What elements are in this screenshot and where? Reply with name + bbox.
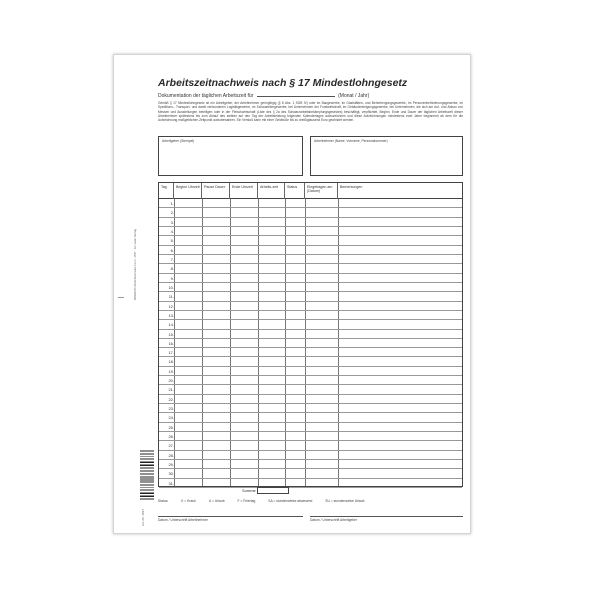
day-number: 6.: [170, 247, 174, 253]
day-number: 13.: [168, 312, 174, 318]
employer-stamp-label: Arbeitgeber (Stempel): [162, 139, 195, 143]
table-row[interactable]: [159, 283, 462, 292]
day-number: 25.: [168, 424, 174, 430]
status-legend: [158, 499, 463, 503]
table-row[interactable]: [159, 246, 462, 255]
day-number: 14.: [168, 322, 174, 328]
day-number: 22.: [168, 396, 174, 402]
month-line-suffix: (Monat / Jahr): [338, 93, 370, 99]
day-number: 11.: [168, 294, 174, 300]
day-number: 15.: [168, 331, 174, 337]
header-bemerkungen: Bemerkungen: [340, 185, 363, 189]
header-pause: Pause Dauer: [202, 183, 230, 199]
legend-item: SU = stundenweise Urlaub: [325, 499, 365, 503]
day-number: 20.: [168, 378, 174, 384]
table-row[interactable]: [159, 255, 462, 264]
signature-line-employee[interactable]: [310, 516, 463, 517]
document-title: Arbeitszeitnachweis nach § 17 Mindestlohngesetz: [158, 77, 408, 89]
table-row[interactable]: [159, 274, 462, 283]
signature-label-employee: Datum / Unterschrift Arbeitgeber: [310, 518, 358, 522]
table-row[interactable]: [159, 320, 462, 329]
day-number: 26.: [168, 434, 174, 440]
table-row[interactable]: [159, 199, 462, 208]
header-ende: Ende Uhrzeit: [230, 183, 258, 199]
day-number: 12.: [168, 303, 174, 309]
day-number: 16.: [168, 340, 174, 346]
day-number: 30.: [168, 471, 174, 477]
table-row[interactable]: [159, 264, 462, 273]
legend-item: F = Feiertag: [237, 499, 256, 503]
signature-line-employer[interactable]: [158, 516, 303, 517]
employee-info-box[interactable]: [310, 136, 463, 176]
day-number: 21.: [168, 387, 174, 393]
table-row[interactable]: [159, 227, 462, 236]
table-row[interactable]: [159, 469, 462, 478]
table-row[interactable]: [159, 236, 462, 245]
day-number: 8.: [170, 266, 174, 272]
legend-item: K = Krank: [181, 499, 196, 503]
day-number: 10.: [168, 284, 174, 290]
day-number: 29.: [168, 462, 174, 468]
day-number: 31.: [168, 480, 174, 486]
table-row[interactable]: [159, 423, 462, 432]
table-row[interactable]: [159, 479, 462, 488]
sum-field[interactable]: [257, 487, 289, 494]
table-row[interactable]: [159, 404, 462, 413]
side-print-text: MINDESTLOHN-Nachweis Form. 1537 · Formular-Verlag: [133, 228, 137, 300]
month-line: [158, 93, 369, 99]
month-line-prefix: Dokumentation der täglichen Arbeitszeit für: [158, 93, 254, 99]
table-row[interactable]: [159, 376, 462, 385]
header-arbeitszeit: Arbeits-zeit: [258, 183, 285, 199]
table-row[interactable]: [159, 432, 462, 441]
table-row[interactable]: [159, 218, 462, 227]
day-number: 19.: [168, 368, 174, 374]
table-row[interactable]: [159, 460, 462, 469]
header-beginn: Beginn Uhrzeit: [174, 183, 202, 199]
sum-label: Summe: [242, 488, 256, 493]
table-row[interactable]: [159, 357, 462, 366]
time-table: [158, 182, 463, 487]
table-row[interactable]: [159, 348, 462, 357]
month-year-field[interactable]: [257, 96, 335, 97]
day-number: 28.: [168, 452, 174, 458]
table-row[interactable]: [159, 311, 462, 320]
table-row[interactable]: [159, 292, 462, 301]
legal-intro-text: Gemäß § 17 Mindestlohngesetz ist ein Arbeitgeber, der Arbeitnehmer geringfügig (§ 8 Abs. 1 SGB IV) oder im Baugewerbe, im Gaststätten- und Beherbergungsgewerbe, im Personenbeförderungsgewerbe, im Speditions-, Transport- und damit verbundenen Logistikgewerbe, im Schaustellergewerbe, bei Unternehmen der Forstwirtschaft, im Gebäudereinigungsgewerbe, bei Unternehmen, die sich am Auf- und Abbau von Messen und Ausstellungen beteiligen oder in der Fleischwirtschaft (Liste des § 2a des Schwarzarbeitsbekämpfungsgesetzes) beschäftigt, verpflichtet, Beginn, Ende und Dauer der täglichen Arbeitszeit dieser Arbeitnehmer spätestens bis zum Ablauf des siebten auf den Tag der Arbeitsleistung folgenden Kalendertages aufzuzeichnen und diese Aufzeichnungen mindestens zwei Jahre beginnend ab dem für die Aufzeichnung maßgeblichen Zeitpunkt aufzubewahren. Ein Verstoß kann mit einer Geldbuße bis zu dreißigtausend Euro geahndet werden.: [158, 101, 463, 123]
article-number: Art.-Nr. 1537: [141, 508, 145, 526]
day-number: 7.: [170, 256, 174, 262]
legend-prefix: Status:: [158, 499, 169, 503]
table-row[interactable]: [159, 339, 462, 348]
day-number: 3.: [170, 219, 174, 225]
table-row[interactable]: [159, 441, 462, 450]
day-number: 5.: [170, 238, 174, 244]
day-number: 23.: [168, 406, 174, 412]
day-number: 4.: [170, 228, 174, 234]
table-row[interactable]: [159, 367, 462, 376]
table-row[interactable]: [159, 208, 462, 217]
day-number: 27.: [168, 443, 174, 449]
sum-row: [158, 488, 463, 495]
header-tag: Tag: [159, 183, 174, 199]
day-number: 9.: [170, 275, 174, 281]
employer-stamp-box[interactable]: [158, 136, 303, 176]
table-row[interactable]: [159, 413, 462, 422]
day-number: 24.: [168, 415, 174, 421]
table-row[interactable]: [159, 395, 462, 404]
form-content: [113, 54, 471, 534]
legend-item: SA = stundenweise abwesend: [268, 499, 313, 503]
table-header: [159, 183, 462, 199]
day-number: 18.: [168, 359, 174, 365]
table-row[interactable]: [159, 451, 462, 460]
day-number: 17.: [168, 350, 174, 356]
employee-info-label: Arbeitnehmer (Name, Vorname, Personalnummer): [314, 139, 388, 143]
signature-label-employer: Datum / Unterschrift Arbeitnehmer: [158, 518, 208, 522]
day-number: 1.: [170, 201, 174, 206]
header-eingetragen: Eingetragen am (Datum): [305, 183, 338, 199]
legend-item: U = Urlaub: [208, 499, 225, 503]
table-row[interactable]: [159, 302, 462, 311]
header-status: Status: [285, 183, 305, 199]
table-row[interactable]: [159, 385, 462, 394]
table-row[interactable]: [159, 330, 462, 339]
day-number: 2.: [170, 210, 174, 216]
